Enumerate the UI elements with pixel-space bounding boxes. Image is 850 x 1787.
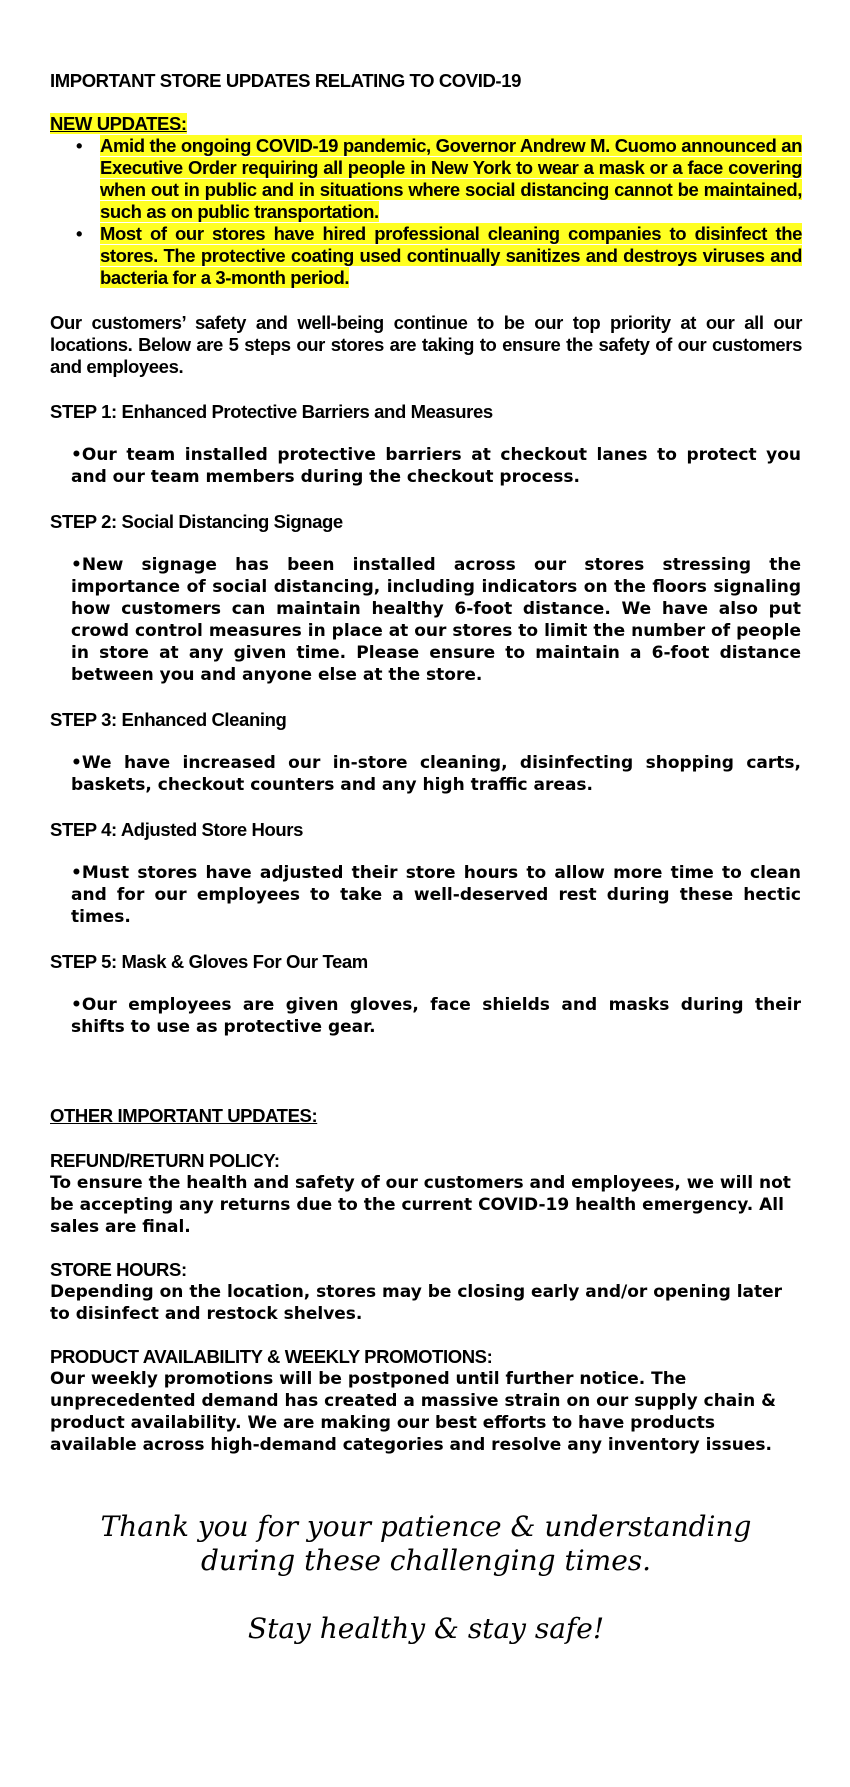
policy-heading: STORE HOURS:	[50, 1259, 187, 1280]
step-body: •Must stores have adjusted their store hours to allow more time to clean and for our employees to take a well-deserved rest during these hectic times.	[71, 863, 801, 927]
new-update-text: Most of our stores have hired professional cleaning companies to disinfect the stores. The protective coating used continually sanitizes and destroys viruses and bacteria for a 3-month period.	[100, 223, 802, 288]
step-body: •We have increased our in-store cleaning, disinfecting shopping carts, baskets, checkout counters and any high traffic areas.	[71, 753, 801, 795]
new-updates-list	[50, 135, 802, 289]
step-heading: STEP 5: Mask & Gloves For Our Team	[50, 951, 368, 972]
thank-you-message	[50, 1510, 802, 1578]
step-body: •New signage has been installed across our stores stressing the importance of social distancing, including indicators on the floors signaling how customers can maintain healthy 6-foot distance. We have also put crowd control measures in place at our stores to limit the number of people in store at any given time. Please ensure to maintain a 6-foot distance between you and anyone else at the store.	[71, 555, 801, 685]
step-heading: STEP 4: Adjusted Store Hours	[50, 819, 303, 840]
step-body: •Our employees are given gloves, face shields and masks during their shifts to use as protective gear.	[71, 995, 801, 1037]
other-updates-heading: OTHER IMPORTANT UPDATES:	[50, 1105, 318, 1126]
policy-body: To ensure the health and safety of our customers and employees, we will not be accepting any returns due to the current COVID-19 health emergency. All sales are final.	[50, 1173, 791, 1237]
policy-body: Our weekly promotions will be postponed until further notice. The unprecedented demand has created a massive strain on our supply chain & product availability. We are making our best efforts to have products available across high-demand categories and resolve any inventory issues.	[50, 1369, 776, 1455]
step-body: •Our team installed protective barriers at checkout lanes to protect you and our team members during the checkout process.	[71, 445, 801, 487]
page-title: IMPORTANT STORE UPDATES RELATING TO COVID-19	[50, 70, 521, 91]
new-update-item	[100, 135, 802, 223]
thank-you-line: during these challenging times.	[200, 1544, 652, 1577]
intro-paragraph: Our customers’ safety and well-being continue to be our top priority at our all our locations. Below are 5 steps our stores are taking to ensure the safety of our customers and employees.	[50, 312, 802, 377]
policy-heading: PRODUCT AVAILABILITY & WEEKLY PROMOTIONS:	[50, 1346, 493, 1367]
stay-safe-message: Stay healthy & stay safe!	[247, 1612, 605, 1645]
new-updates-heading-text: NEW UPDATES:	[50, 113, 187, 134]
policy-heading: REFUND/RETURN POLICY:	[50, 1150, 280, 1171]
step-heading: STEP 2: Social Distancing Signage	[50, 511, 343, 532]
policy-body: Depending on the location, stores may be closing early and/or opening later to disinfect and restock shelves.	[50, 1282, 783, 1324]
new-update-text: Amid the ongoing COVID-19 pandemic, Governor Andrew M. Cuomo announced an Executive Order requiring all people in New York to wear a mask or a face covering when out in public and in situations where social distancing cannot be maintained, such as on public transportation.	[100, 135, 802, 222]
step-heading: STEP 3: Enhanced Cleaning	[50, 709, 287, 730]
new-update-item	[100, 223, 802, 289]
thank-you-line: Thank you for your patience & understanding	[100, 1510, 752, 1543]
store-update-notice	[50, 70, 802, 1646]
new-updates-heading	[50, 113, 802, 135]
step-heading: STEP 1: Enhanced Protective Barriers and Measures	[50, 401, 493, 422]
